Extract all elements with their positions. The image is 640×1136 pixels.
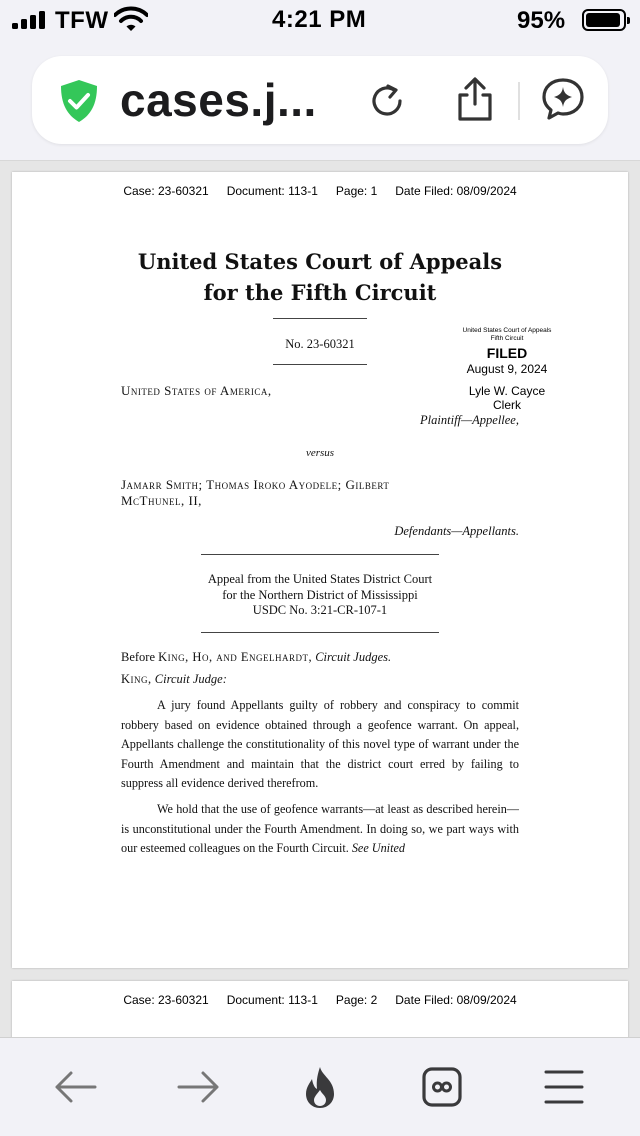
defendants-line2: McThunel, II, <box>121 493 202 508</box>
paragraph-2-text: We hold that the use of geofence warrants—at least as described herein—is unconstitutional under the Fourth Amendment. In doing so, we part ways with our esteemed colleagues on the Fourth Circuit. <box>121 802 519 855</box>
plaintiff-role: Plaintiff—Appellee, <box>420 413 519 427</box>
share-icon[interactable] <box>454 76 496 122</box>
defendants-names <box>121 477 389 509</box>
versus-label: versus <box>305 447 335 459</box>
court-title <box>12 246 628 308</box>
back-arrow-icon[interactable] <box>53 1064 99 1110</box>
url-bar-divider <box>518 82 520 120</box>
header-page: Page: 1 <box>335 184 378 198</box>
rule <box>201 554 439 555</box>
header-case: Case: 23-60321 <box>123 993 209 1007</box>
carrier-name: TFW <box>55 7 109 34</box>
header-page: Page: 2 <box>335 993 378 1007</box>
page-header <box>12 184 628 198</box>
clock: 4:21 PM <box>272 6 367 33</box>
rule <box>273 364 367 365</box>
flame-icon[interactable] <box>297 1064 343 1110</box>
header-document: Document: 113-1 <box>226 184 318 198</box>
panel-title: Circuit Judges. <box>315 650 392 664</box>
author-title: Circuit Judge: <box>154 672 227 686</box>
header-date-filed: Date Filed: 08/09/2024 <box>395 184 517 198</box>
url-text[interactable]: cases.j... <box>120 74 317 126</box>
tabs-icon[interactable] <box>419 1064 465 1110</box>
menu-icon[interactable] <box>541 1064 587 1110</box>
stamp-clerk-name: Lyle W. Cayce <box>468 384 546 398</box>
case-number: No. 23-60321 <box>285 337 355 351</box>
status-bar <box>0 0 640 40</box>
address-bar[interactable] <box>32 56 608 144</box>
appeal-line3: USDC No. 3:21-CR-107-1 <box>252 603 388 617</box>
defendants-line1: Jamarr Smith; Thomas Iroko Ayodele; Gilbert <box>121 477 390 492</box>
ai-assistant-icon[interactable] <box>540 76 586 122</box>
stamp-court: United States Court of Appeals <box>462 327 552 334</box>
court-title-line2: for the Fifth Circuit <box>203 280 437 305</box>
stamp-filed: FILED <box>486 345 528 361</box>
before-prefix: Before <box>121 650 159 664</box>
plaintiff-name: United States of America, <box>121 383 272 398</box>
shield-check-icon[interactable] <box>56 78 102 124</box>
page-header <box>12 993 628 1007</box>
bottom-toolbar <box>0 1037 640 1136</box>
cellular-signal-icon <box>12 11 48 29</box>
forward-arrow-icon[interactable] <box>175 1064 221 1110</box>
header-date-filed: Date Filed: 08/09/2024 <box>395 993 517 1007</box>
opinion-paragraph-2 <box>121 800 519 859</box>
pdf-viewer[interactable] <box>0 161 640 1037</box>
author-name: King, <box>121 672 152 686</box>
header-case: Case: 23-60321 <box>123 184 209 198</box>
filed-stamp <box>442 327 572 413</box>
battery-percent: 95% <box>517 7 566 34</box>
stamp-date: August 9, 2024 <box>466 362 548 376</box>
court-title-line1: United States Court of Appeals <box>137 249 503 274</box>
battery-icon <box>582 9 626 31</box>
rule <box>273 318 367 319</box>
wifi-icon <box>114 6 148 32</box>
panel-line <box>121 650 391 665</box>
stamp-circuit: Fifth Circuit <box>490 335 524 342</box>
defendants-role: Defendants—Appellants. <box>394 524 519 538</box>
panel-judges: King, Ho, and Engelhardt, <box>158 650 313 664</box>
header-document: Document: 113-1 <box>226 993 318 1007</box>
pdf-page-2 <box>12 981 628 1037</box>
appeal-info <box>12 572 628 619</box>
author-line <box>121 672 227 687</box>
appeal-line1: Appeal from the United States District Court <box>207 572 433 586</box>
reload-icon[interactable] <box>366 80 408 122</box>
stamp-clerk-title: Clerk <box>492 398 521 412</box>
opinion-paragraph-1: A jury found Appellants guilty of robbery and conspiracy to commit robbery based on evidence obtained through a geofence warrant. On appeal, Appellants challenge the constitutionality of this novel type of warrant under the Fourth Amendment and maintain that the district court erred by failing to suppress all evidence derived therefrom. <box>121 698 519 790</box>
pdf-page-1 <box>12 172 628 968</box>
appeal-line2: for the Northern District of Mississippi <box>222 587 418 602</box>
rule <box>201 632 439 633</box>
paragraph-2-citation: See United <box>351 841 405 855</box>
